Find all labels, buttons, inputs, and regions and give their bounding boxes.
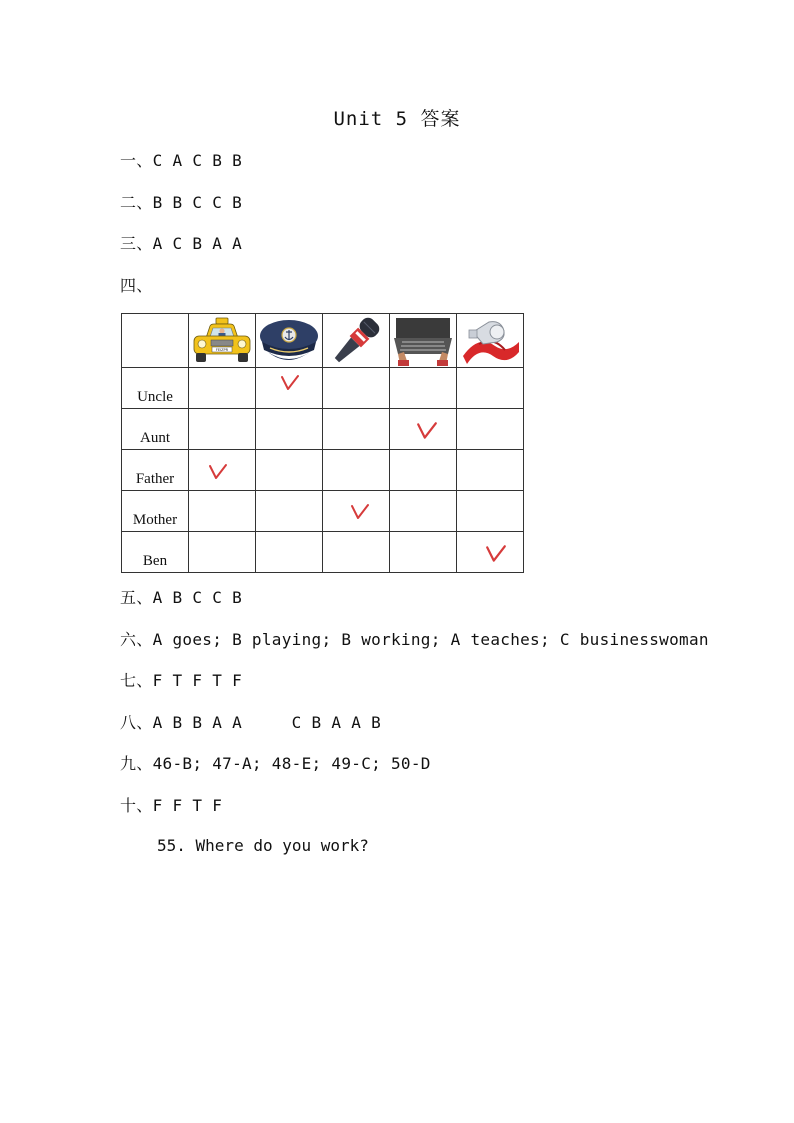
section-label: 三、 <box>120 234 153 253</box>
table-cell <box>457 409 524 450</box>
table-cell <box>189 409 256 450</box>
table-row <box>122 409 524 450</box>
table-cell <box>457 450 524 491</box>
taxi-plate: FEIZPR <box>215 347 229 352</box>
table-cell <box>323 532 390 573</box>
section-2 <box>120 190 242 213</box>
table-cell <box>256 409 323 450</box>
section-8 <box>120 710 381 733</box>
section-6 <box>120 627 709 650</box>
table-header-cell <box>457 314 524 368</box>
check-mark-icon <box>280 374 300 392</box>
captain-hat-icon <box>258 316 320 366</box>
section-label: 五、 <box>120 588 153 607</box>
table-cell <box>256 532 323 573</box>
section-label: 十、 <box>120 796 153 815</box>
table-header-cell <box>390 314 457 368</box>
table-cell <box>457 532 524 573</box>
row-label: Father <box>122 450 189 491</box>
table-row <box>122 450 524 491</box>
section-answers: A B B A A C B A A B <box>152 713 382 732</box>
table-header-row <box>122 314 524 368</box>
table-cell <box>189 532 256 573</box>
row-label: Aunt <box>122 409 189 450</box>
section-7 <box>120 668 242 691</box>
table-cell <box>390 532 457 573</box>
table-row <box>122 368 524 409</box>
section-5 <box>120 585 242 608</box>
section-label: 一、 <box>120 151 153 170</box>
table-header-cell <box>323 314 390 368</box>
occupation-table <box>121 313 524 573</box>
table-cell <box>256 491 323 532</box>
table-corner-cell <box>122 314 189 368</box>
section-answers: A C B A A <box>152 234 243 253</box>
taxi-icon <box>192 316 252 366</box>
section-label: 六、 <box>120 630 153 649</box>
table-cell <box>256 450 323 491</box>
section-label: 九、 <box>120 754 153 773</box>
section-answers: F F T F <box>152 796 223 815</box>
table-cell <box>457 368 524 409</box>
section-answers: 46-B; 47-A; 48-E; 49-C; 50-D <box>152 754 431 773</box>
table-cell <box>189 491 256 532</box>
row-label: Uncle <box>122 368 189 409</box>
check-mark-icon <box>485 544 507 564</box>
table-cell <box>323 409 390 450</box>
table-cell <box>323 491 390 532</box>
table-cell <box>390 491 457 532</box>
section-1 <box>120 148 242 171</box>
section-answers: B B C C B <box>152 193 243 212</box>
table-row <box>122 532 524 573</box>
table-cell <box>457 491 524 532</box>
section-answers: F T F T F <box>152 671 243 690</box>
section-10 <box>120 793 222 816</box>
section-label: 八、 <box>120 713 153 732</box>
row-label: Mother <box>122 491 189 532</box>
section-4 <box>120 273 153 296</box>
table-cell <box>390 409 457 450</box>
section-label: 四、 <box>120 276 153 295</box>
table-cell <box>323 450 390 491</box>
whistle-icon <box>459 316 521 366</box>
section-9 <box>120 751 431 774</box>
table-row <box>122 491 524 532</box>
check-mark-icon <box>208 463 228 481</box>
table-cell <box>256 368 323 409</box>
section-label: 二、 <box>120 193 153 212</box>
table-cell <box>189 450 256 491</box>
table-header-cell <box>189 314 256 368</box>
table-cell <box>323 368 390 409</box>
section-answers: A B C C B <box>152 588 243 607</box>
section-3 <box>120 231 242 254</box>
table-cell <box>390 368 457 409</box>
section-answers: C A C B B <box>152 151 243 170</box>
page-title: Unit 5 答案 <box>333 108 461 130</box>
section-label: 七、 <box>120 671 153 690</box>
microphone-icon <box>326 316 386 366</box>
table-header-cell <box>256 314 323 368</box>
section-answers: A goes; B playing; B working; A teaches; C businesswoman <box>152 630 709 649</box>
row-label: Ben <box>122 532 189 573</box>
table-cell <box>390 450 457 491</box>
question-55: 55. Where do you work? <box>157 836 369 855</box>
check-mark-icon <box>350 503 370 521</box>
table-cell <box>189 368 256 409</box>
laptop-icon <box>392 316 454 366</box>
check-mark-icon <box>416 421 438 441</box>
